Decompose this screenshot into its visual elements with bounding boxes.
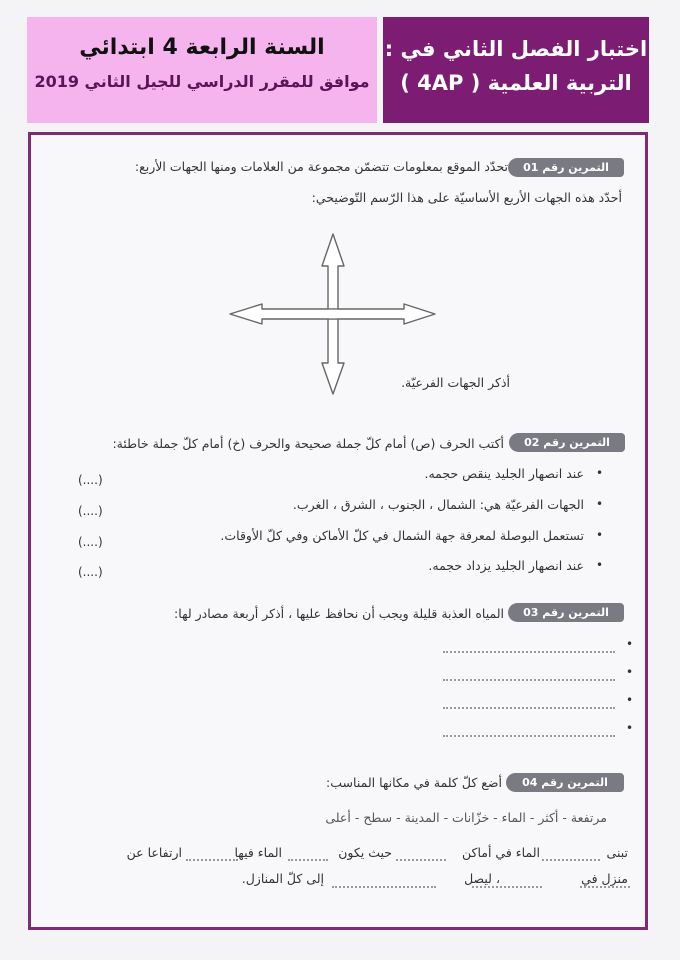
exercise-4-badge: التمرين رقم 04 [506, 773, 624, 792]
word-bank: مرتفعة - أكثر - الماء - خزّانات - المدينة - سطح - أعلى [325, 810, 607, 825]
grade-title: السنة الرابعة 4 ابتدائي [79, 35, 325, 60]
exercise-1-badge: التمرين رقم 01 [508, 158, 624, 177]
bullet: • [626, 693, 634, 707]
grade-subtitle: موافق للمقرر الدراسي للجيل الثاني 2019 [34, 72, 370, 91]
fill-text-2a: منزل في [581, 871, 628, 886]
exercise-3-badge: التمرين رقم 03 [508, 603, 624, 622]
fill-text-1d: الماء فيها [234, 845, 282, 860]
exercise-1-task: أحدّد هذه الجهات الأربع الأساسيّة على هذا الرّسم التّوضيحي: [311, 190, 622, 205]
exam-title-line1: اختبار الفصل الثاني في : [384, 37, 648, 61]
answer-line[interactable] [443, 707, 615, 709]
bullet: • [596, 497, 604, 511]
answer-blank-2[interactable]: (....) [78, 504, 103, 518]
exercise-2-item-2: الجهات الفرعيّة هي: الشمال ، الجنوب ، الشرق ، الغرب. [292, 497, 584, 512]
answer-line[interactable] [443, 679, 615, 681]
exercise-2-badge: التمرين رقم 02 [509, 433, 625, 452]
exercise-2-item-1: عند انصهار الجليد ينقص حجمه. [424, 466, 584, 481]
fill-text-1a: تبنى [606, 845, 628, 860]
answer-blank-1[interactable]: (....) [78, 473, 103, 487]
fill-text-1e: ارتفاعا عن [126, 845, 182, 860]
answer-line[interactable] [443, 735, 615, 737]
answer-blank-3[interactable]: (....) [78, 535, 103, 549]
exam-title-line2: التربية العلمية ( 4AP ) [400, 71, 632, 95]
blank[interactable] [542, 859, 600, 861]
grade-header [27, 17, 377, 123]
bullet: • [626, 637, 634, 651]
blank[interactable] [472, 886, 542, 888]
bullet: • [626, 721, 634, 735]
answer-blank-4[interactable]: (....) [78, 565, 103, 579]
exercise-1-intro: تحدّد الموقع بمعلومات تتضمّن مجموعة من العلامات ومنها الجهات الأربع: [134, 159, 508, 174]
bullet: • [626, 665, 634, 679]
blank[interactable] [288, 859, 328, 861]
fill-text-2b: ، ليصل [464, 871, 500, 886]
blank[interactable] [396, 859, 446, 861]
blank[interactable] [186, 859, 238, 861]
exercise-2-item-4: عند انصهار الجليد يزداد حجمه. [428, 558, 584, 573]
exercise-2-item-3: تستعمل البوصلة لمعرفة جهة الشمال في كلّ الأماكن وفي كلّ الأوقات. [220, 528, 584, 543]
fill-text-2c: إلى كلّ المنازل. [241, 871, 324, 886]
bullet: • [596, 466, 604, 480]
exercise-3-instruction: المياه العذبة قليلة ويجب أن نحافظ عليها ، أذكر أربعة مصادر لها: [174, 606, 504, 621]
exercise-4-instruction: أضع كلّ كلمة في مكانها المناسب: [326, 775, 502, 790]
bullet: • [596, 558, 604, 572]
fill-text-1c: حيث يكون [338, 845, 392, 860]
compass-cross-diagram [228, 232, 438, 397]
fill-text-1b: الماء في أماكن [462, 845, 540, 860]
answer-line[interactable] [443, 651, 615, 653]
blank[interactable] [332, 886, 436, 888]
exam-header [383, 17, 649, 123]
exercise-1-task2: أذكر الجهات الفرعيّة. [401, 375, 510, 390]
bullet: • [596, 528, 604, 542]
blank[interactable] [580, 886, 630, 888]
exercise-2-instruction: أكتب الحرف (ص) أمام كلّ جملة صحيحة والحرف (خ) أمام كلّ جملة خاطئة: [112, 436, 504, 451]
